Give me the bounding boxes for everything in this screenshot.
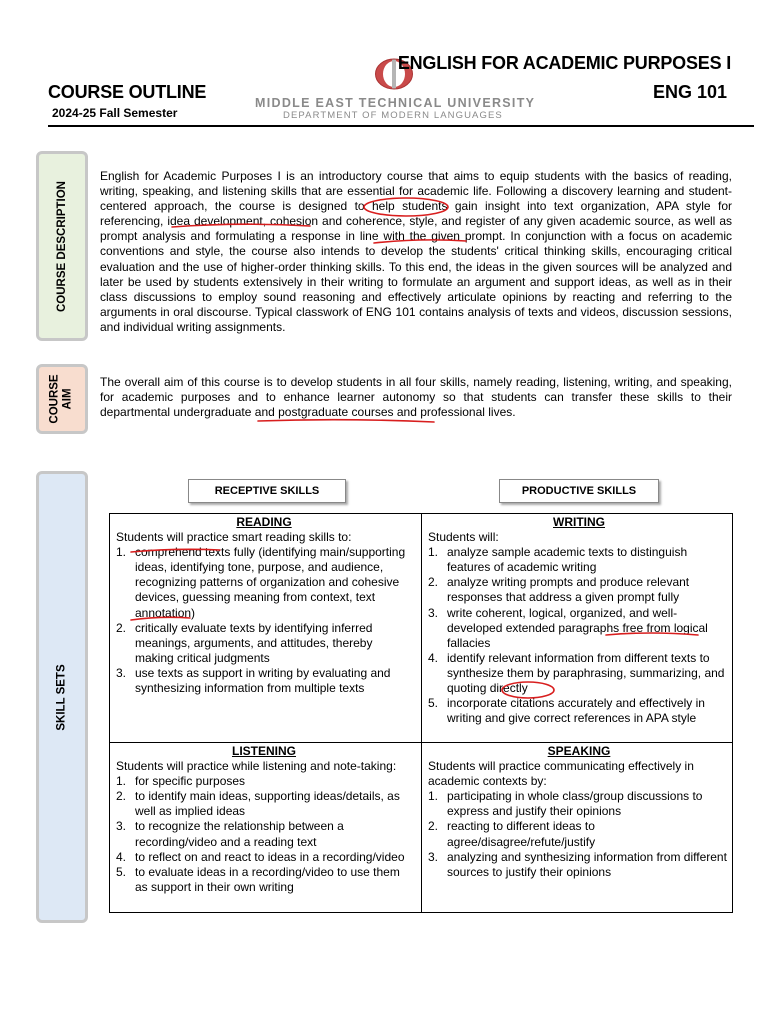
list-item: 1. for specific purposes [116,774,246,789]
receptive-skills-label: RECEPTIVE SKILLS [188,479,346,503]
list-item: 3. use texts as support in writing by evaluating and synthesizing information from multiple texts [116,665,391,696]
list-item: 3. analyzing and synthesizing information from different sources to justify their opinions [428,849,727,879]
semester-label: 2024-25 Fall Semester [52,106,178,120]
reading-cell [116,515,412,696]
skill-sets-label: SKILL SETS [55,663,68,731]
writing-heading: WRITING [553,515,605,529]
writing-cell [428,515,730,726]
listening-heading: LISTENING [231,744,296,758]
listening-list [116,774,412,895]
course-outline-heading: COURSE OUTLINE [48,82,207,102]
reading-intro: Students will practice smart reading skills to: [116,530,352,545]
course-description-tab [36,151,88,341]
list-item: 3. to recognize the relationship between a recording/video and a reading text [116,819,344,849]
university-name: MIDDLE EAST TECHNICAL UNIVERSITY [255,96,536,110]
list-item: 5. incorporate citations accurately and effectively in writing and give correct references in APA style [428,696,705,726]
table-divider-horizontal [110,742,732,743]
list-item: 4. to reflect on and react to ideas in a recording/video [116,849,405,864]
course-description-label: COURSE DESCRIPTION [55,180,68,312]
table-divider-vertical [421,514,422,912]
course-aim-tab [36,364,88,434]
department-name: DEPARTMENT OF MODERN LANGUAGES [283,110,503,121]
list-item: 2. reacting to different ideas to agree/disagree/refute/justify [428,819,596,849]
speaking-intro: Students will practice communicating effectively in academic contexts by: [428,759,694,789]
list-item: 1. comprehend texts fully (identifying main/supporting ideas, identifying tone, purpose, and audience, recognizing patterns of organization and cohesive devices, guessing meaning from context, text annotation) [116,545,406,620]
listening-cell [116,744,412,895]
reading-heading: READING [236,515,292,529]
header-divider [48,125,754,127]
list-item: 5. to evaluate ideas in a recording/video to use them as support in their own writing [116,864,400,894]
course-aim-text: The overall aim of this course is to develop students in all four skills, namely reading, listening, writing, and speaking, for academic purposes and to enhance learner autonomy so that students can transfer these skills to their departmental undergraduate and postgraduate courses and professional lives. [100,375,732,420]
writing-intro: Students will: [428,530,499,545]
skills-table [109,513,733,913]
speaking-cell [428,744,730,880]
reading-list [116,545,412,696]
list-item: 2. analyze writing prompts and produce relevant responses that address a given prompt fully [428,575,690,605]
list-item: 1. analyze sample academic texts to distinguish features of academic writing [428,545,688,575]
skill-sets-tab [36,471,88,923]
list-item: 2. critically evaluate texts by identifying inferred meanings, arguments, and attitudes, thereby making critical judgments [116,620,373,665]
course-title: ENGLISH FOR ACADEMIC PURPOSES I [397,53,731,73]
course-description-text: English for Academic Purposes I is an introductory course that aims to equip students with the basics of reading, writing, speaking, and listening skills that are essential for academic life. Following a discovery learning and student-centered approach, the course is designed to help students gain insight into text organization, APA style for referencing, idea development, cohesion and coherence, style, and register of any given academic source, as well as prompt analysis and formulating a response in line with the given prompt. In conjunction with a focus on academic conventions and style, the course also intends to develop the students' critical thinking skills, encouraging critical evaluation and the use of higher-order thinking skills. To this end, the ideas in the given sources will be analyzed and later be used by students extensively in their writing to formulate an argument and support ideas, as well as in their class discussions to employ sound reasoning and effectively articulate opinions by reacting and referring to the arguments in oral discourse. Typical classwork of ENG 101 contains analysis of texts and videos, discussion sessions, and individual writing assignments. [100,169,732,334]
list-item: 3. write coherent, logical, organized, and well-developed extended paragraphs free from logical fallacies [428,605,708,650]
course-code: ENG 101 [653,82,728,102]
productive-skills-label: PRODUCTIVE SKILLS [499,479,659,503]
list-item: 4. identify relevant information from different texts to synthesize them by paraphrasing, summarizing, and quoting directly [428,650,725,696]
course-aim-label: COURSE AIM [49,374,75,424]
speaking-heading: SPEAKING [547,744,611,758]
speaking-list [428,789,730,880]
listening-intro: Students will practice while listening and note-taking: [116,759,397,774]
writing-list [428,545,730,726]
list-item: 2. to identify main ideas, supporting ideas/details, as well as implied ideas [116,789,400,819]
list-item: 1. participating in whole class/group discussions to express and justify their opinions [428,789,703,819]
